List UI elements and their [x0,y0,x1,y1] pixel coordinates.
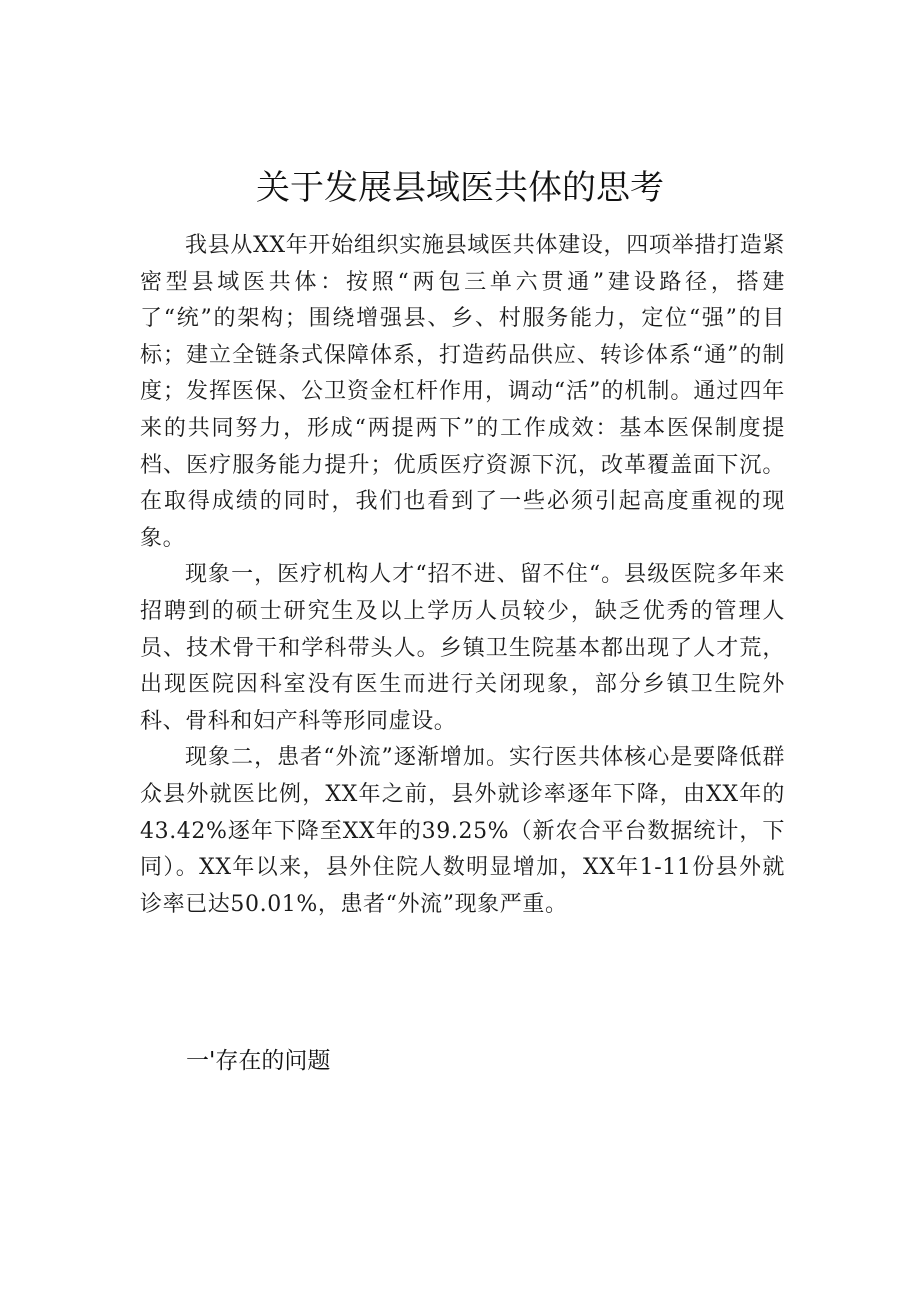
document-body [140,228,785,923]
section-heading: 一'存在的问题 [186,1048,331,1074]
document-title: 关于发展县域医共体的思考 [256,168,664,208]
paragraph-phenomenon-one: 现象一，医疗机构人才“招不进、留不住“。县级医院多年来招聘到的硕士研究生及以上学历人员较少，缺乏优秀的管理人员、技术骨干和学科带头人。乡镇卫生院基本都出现了人才荒，出现医院因科室没有医生而进行关闭现象，部分乡镇卫生院外科、骨科和妇产科等形同虚设。 [140,562,785,734]
paragraph-phenomenon-two: 现象二，患者“外流”逐渐增加。实行医共体核心是要降低群众县外就医比例，XX年之前，县外就诊率逐年下降，由XX年的43.42%逐年下降至XX年的39.25%（新农合平台数据统计，下同）。XX年以来，县外住院人数明显增加，XX年1-11份县外就诊率已达50.01%，患者“外流”现象严重。 [140,745,785,917]
paragraph-intro: 我县从XX年开始组织实施县域医共体建设，四项举措打造紧密型县域医共体：按照“两包三单六贯通”建设路径，搭建了“统”的架构；围绕增强县、乡、村服务能力，定位“强”的目标；建立全链条式保障体系，打造药品供应、转诊体系“通”的制度；发挥医保、公卫资金杠杆作用，调动“活”的机制。通过四年来的共同努力，形成“两提两下”的工作成效：基本医保制度提档、医疗服务能力提升；优质医疗资源下沉，改革覆盖面下沉。在取得成绩的同时，我们也看到了一些必须引起高度重视的现象。 [140,233,785,551]
